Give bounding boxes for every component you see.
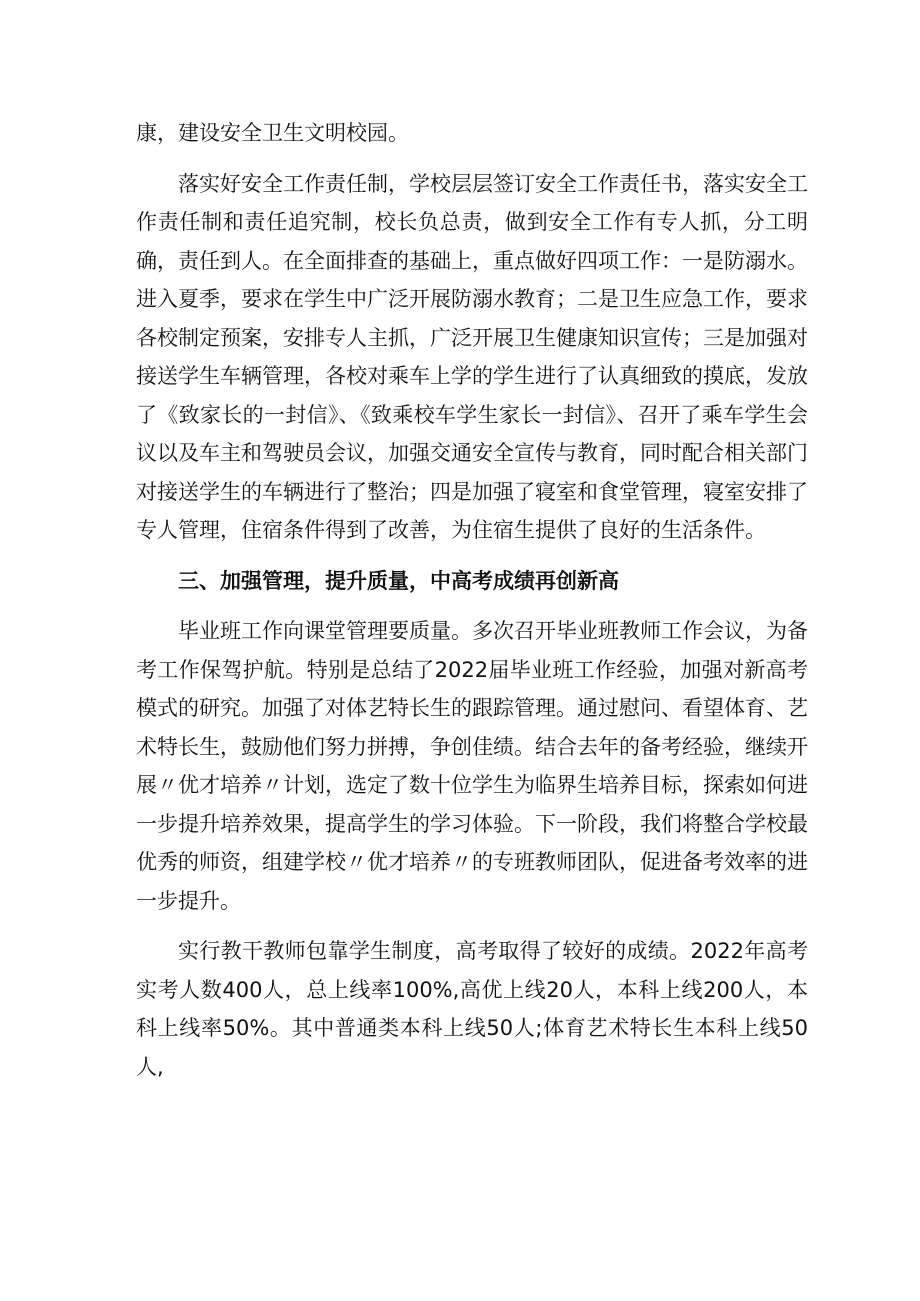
paragraph-safety-responsibility: 落实好安全工作责任制，学校层层签订安全工作责任书，落实安全工作责任制和责任追究制，校长负总责，做到安全工作有专人抓，分工明确，责任到人。在全面排查的基础上，重点做好四项工作：一是防溺水。进入夏季，要求在学生中广泛开展防溺水教育；二是卫生应急工作，要求各校制定预案，安排专人主抓，广泛开展卫生健康知识宣传；三是加强对接送学生车辆管理，各校对乘车上学的学生进行了认真细致的摸底，发放了《致家长的一封信》、《致乘校车学生家长一封信》、召开了乘车学生会议以及车主和驾驶员会议，加强交通安全宣传与教育，同时配合相关部门对接送学生的车辆进行了整治；四是加强了寝室和食堂管理，寝室安排了专人管理，住宿条件得到了改善，为住宿生提供了良好的生活条件。 <box>136 171 808 542</box>
paragraph-continued: 康，建设安全卫生文明校园。 <box>136 121 409 145</box>
paragraph-exam-results: 实行教干教师包靠学生制度，高考取得了较好的成绩。2022年高考实考人数400人，总上线率100%,高优上线20人，本科上线200人，本科上线率50%。其中普通类本科上线50人;体育艺术特长生本科上线50人, <box>136 939 808 1079</box>
section-heading: 三、加强管理，提升质量，中高考成绩再创新高 <box>178 568 619 593</box>
document-body <box>136 114 808 1098</box>
paragraph-graduating-class: 毕业班工作向课堂管理要质量。多次召开毕业班教师工作会议，为备考工作保驾护航。特别是总结了2022届毕业班工作经验，加强对新高考模式的研究。加强了对体艺特长生的跟踪管理。通过慰问、看望体育、艺术特长生，鼓励他们努力拼搏，争创佳绩。结合去年的备考经验，继续开展〃优才培养〃计划，选定了数十位学生为临界生培养目标，探索如何进一步提升培养效果，提高学生的学习体验。下一阶段，我们将整合学校最优秀的师资，组建学校〃优才培养〃的专班教师团队，促进备考效率的进一步提升。 <box>136 619 808 913</box>
